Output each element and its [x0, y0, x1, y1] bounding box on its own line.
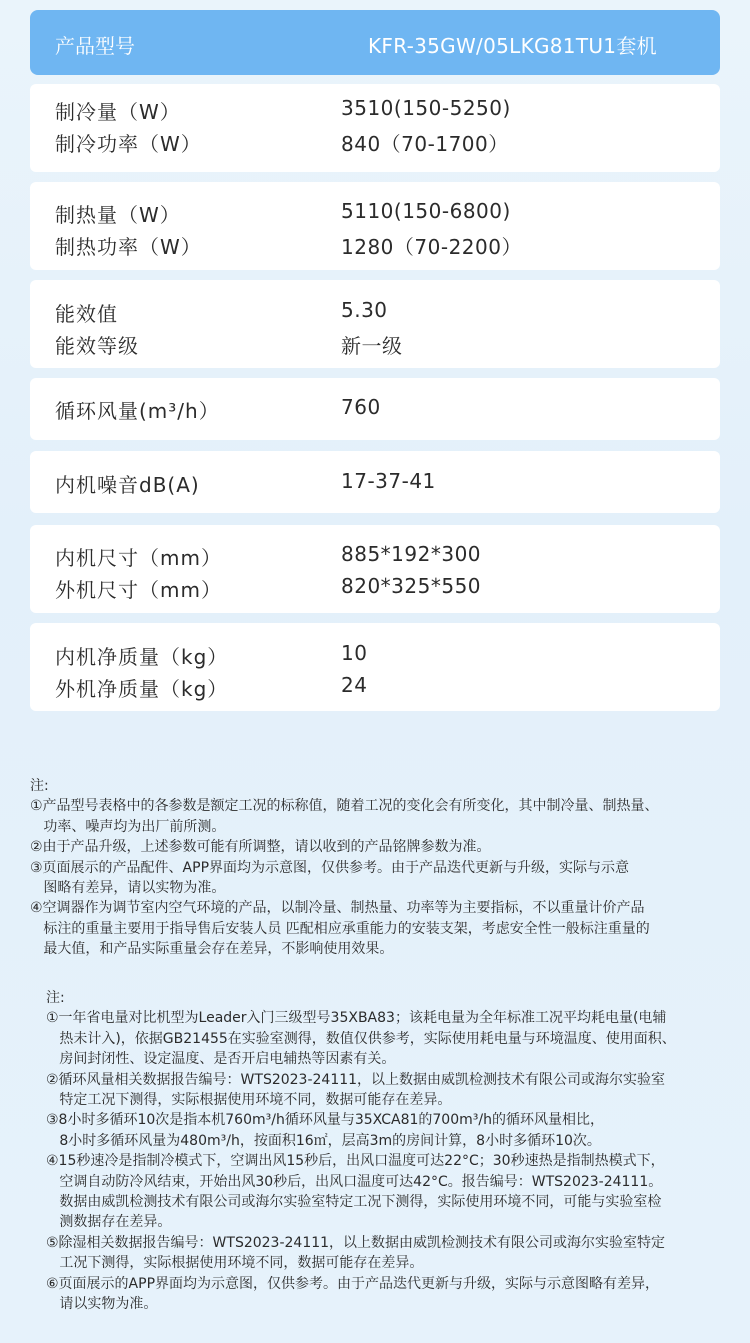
spec-label: 循环风量(m³/h）: [55, 399, 220, 423]
note-line: ②由于产品升级，上述参数可能有所调整，请以收到的产品铭牌参数为准。: [30, 839, 491, 856]
spec-value: 840（70-1700）: [341, 132, 509, 156]
spec-label: 制热功率（W）: [55, 235, 202, 259]
model-label: 产品型号: [55, 34, 135, 58]
spec-card-airflow: [30, 378, 720, 440]
footnotes-general: [30, 776, 730, 960]
spec-label: 能效等级: [55, 334, 139, 358]
note-line: ②循环风量相关数据报告编号：WTS2023-24111，以上数据由威凯检测技术有限公司或海尔实验室: [46, 1071, 666, 1088]
note-line: ③8小时多循环10次是指本机760m³/h循环风量与35XCA81的700m³/h的循环风量相比，: [46, 1112, 604, 1129]
spec-row: [55, 96, 720, 128]
spec-label: 制冷功率（W）: [55, 132, 202, 156]
spec-value: 1280（70-2200）: [341, 235, 522, 259]
spec-label: 内机净质量（kg）: [55, 645, 229, 669]
spec-row: [55, 469, 720, 501]
note-line: 最大值，和产品实际重量会存在差异，不影响使用效果。: [30, 941, 394, 958]
note-line: 空调自动防冷风结束，开始出风30秒后，出风口温度可达42°C。报告编号：WTS2023-24111。: [46, 1173, 663, 1190]
model-header: [30, 10, 720, 75]
spec-row: [55, 199, 720, 231]
spec-label: 内机尺寸（mm）: [55, 546, 222, 570]
spec-row: [55, 542, 720, 574]
spec-value: 新一级: [341, 334, 403, 358]
spec-label: 能效值: [55, 302, 118, 326]
note-line: 功率、噪声均为出厂前所测。: [30, 818, 226, 835]
note-line: 数据由威凯检测技术有限公司或海尔实验室特定工况下测得，实际使用环境不同，可能与实验室检: [46, 1194, 662, 1211]
note-line: ③页面展示的产品配件、APP界面均为示意图，仅供参考。由于产品迭代更新与升级，实际与示意: [30, 859, 630, 876]
spec-card-efficiency: [30, 280, 720, 368]
spec-card-cooling: [30, 84, 720, 172]
note-line: ④空调器作为调节室内空气环境的产品，以制冷量、制热量、功率等为主要指标，不以重量计价产品: [30, 900, 645, 917]
spec-value: 820*325*550: [341, 574, 482, 598]
note-line: 图略有差异，请以实物为准。: [30, 880, 226, 897]
spec-label: 外机尺寸（mm）: [55, 578, 222, 602]
spec-row: [55, 298, 720, 330]
spec-value: 760: [341, 395, 381, 419]
spec-card-noise: [30, 451, 720, 513]
spec-label: 制热量（W）: [55, 203, 181, 227]
note-line: ①产品型号表格中的各参数是额定工况的标称值，随着工况的变化会有所变化，其中制冷量、制热量、: [30, 798, 659, 815]
model-value: KFR-35GW/05LKG81TU1套机: [368, 34, 657, 58]
spec-row: [55, 128, 720, 160]
spec-card-heating: [30, 182, 720, 270]
spec-row: [55, 231, 720, 263]
note-line: 注:: [30, 778, 49, 794]
spec-card-weight: [30, 623, 720, 711]
spec-row: [55, 395, 720, 427]
note-line: 房间封闭性、设定温度、是否开启电辅热等因素有关。: [46, 1051, 396, 1068]
note-line: ④15秒速冷是指制冷模式下，空调出风15秒后，出风口温度可达22°C；30秒速热是指制热模式下，: [46, 1153, 665, 1170]
spec-value: 5.30: [341, 298, 388, 322]
spec-card-dimensions: [30, 525, 720, 613]
note-line: ①一年省电量对比机型为Leader入门三级型号35XBA83；该耗电量为全年标准工况平均耗电量(电辅: [46, 1010, 667, 1027]
spec-label: 外机净质量（kg）: [55, 677, 229, 701]
spec-row: [55, 641, 720, 673]
spec-row: [55, 330, 720, 362]
note-line: 工况下测得，实际根据使用环境不同，数据可能存在差异。: [46, 1255, 424, 1272]
footnotes-features: [46, 988, 736, 1315]
spec-label: 内机噪音dB(A): [55, 473, 200, 497]
note-line: 注:: [46, 990, 65, 1006]
note-line: 热未计入)，依据GB21455在实验室测得，数值仅供参考，实际使用耗电量与环境温度、使用面积、: [46, 1030, 676, 1047]
note-line: ⑥页面展示的APP界面均为示意图，仅供参考。由于产品迭代更新与升级，实际与示意图略有差异，: [46, 1275, 660, 1292]
note-line: 测数据存在差异。: [46, 1214, 172, 1231]
note-line: ⑤除湿相关数据报告编号：WTS2023-24111，以上数据由威凯检测技术有限公司或海尔实验室特定: [46, 1234, 666, 1251]
spec-row: [55, 673, 720, 705]
note-line: 标注的重量主要用于指导售后安装人员 匹配相应承重能力的安装支架，考虑安全性一般标注重量的: [30, 920, 650, 937]
note-line: 8小时多循环风量为480m³/h，按面积16㎡，层高3m的房间计算，8小时多循环10次。: [46, 1132, 601, 1149]
spec-value: 10: [341, 641, 368, 665]
spec-row: [55, 574, 720, 606]
note-line: 请以实物为准。: [46, 1296, 158, 1313]
spec-value: 885*192*300: [341, 542, 482, 566]
spec-label: 制冷量（W）: [55, 100, 181, 124]
spec-value: 3510(150-5250): [341, 96, 511, 120]
spec-value: 5110(150-6800): [341, 199, 511, 223]
note-line: 特定工况下测得，实际根据使用环境不同，数据可能存在差异。: [46, 1092, 452, 1109]
spec-value: 17-37-41: [341, 469, 436, 493]
spec-value: 24: [341, 673, 368, 697]
